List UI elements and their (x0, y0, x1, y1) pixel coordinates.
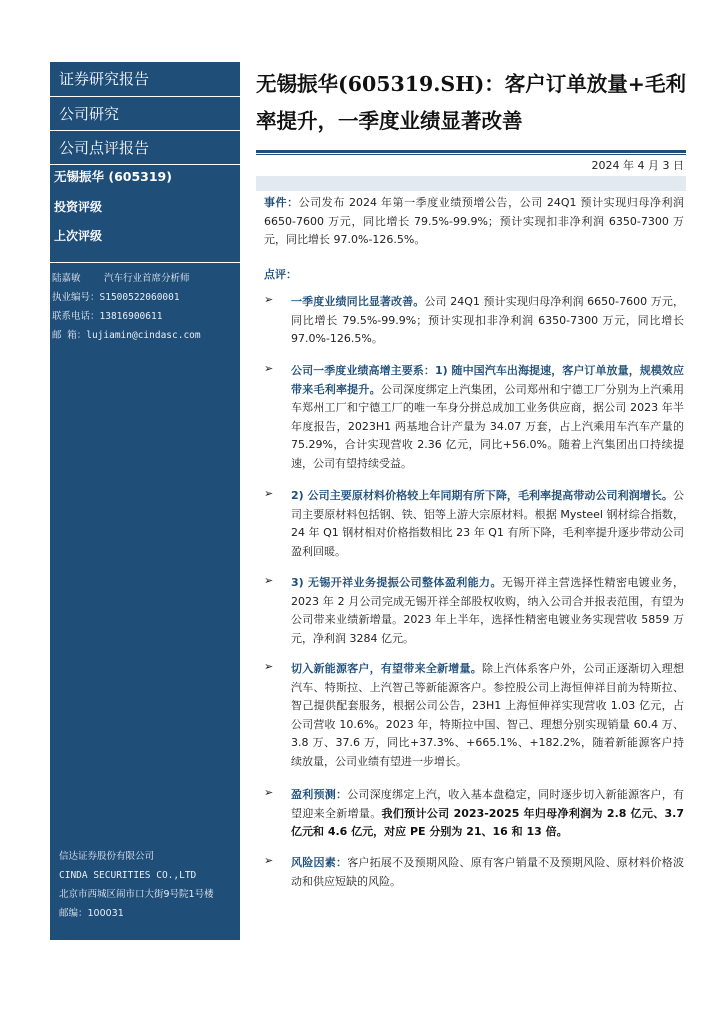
bullet-body: 公司 24Q1 预计实现归母净利润 6650-7600 万元，同比增长 79.5%-99.9%；预计实现扣非净利润 6350-7300 万元，同比增长 97.0%-126.5%。 (291, 295, 684, 345)
cert-value: S1500522060001 (99, 292, 180, 303)
firm-address: 北京市西城区闹市口大街9号院1号楼 (59, 889, 214, 900)
firm-footer (50, 847, 240, 923)
bullet-item (264, 786, 684, 842)
bullet-body: 公司深度绑定上汽，收入基本盘稳定，同时逐步切入新能源客户，有望迎来全新增量。 (291, 788, 685, 820)
arrow-bullet-icon: ➢ (264, 362, 274, 375)
bullet-head: 公司一季度业绩高增主要系：1) 随中国汽车出海提速，客户订单放量，规模效应带来毛利率提升。 (291, 364, 684, 396)
event-label: 事件： (264, 196, 299, 209)
phone-label: 联系电话： (52, 311, 100, 322)
previous-rating-label: 上次评级 (54, 229, 103, 243)
arrow-bullet-icon: ➢ (264, 854, 274, 867)
bullet-item (264, 362, 684, 473)
email-link[interactable]: lujiamin@cindasc.com (86, 330, 201, 341)
bullet-head: 3) 无锡开祥业务提振公司整体盈利能力。 (291, 576, 502, 589)
bullet-head: 2) 公司主要原材料价格较上年同期有所下降，毛利率提高带动公司利润增长。 (291, 489, 673, 502)
arrow-bullet-icon: ➢ (264, 660, 274, 673)
event-header-bar (256, 176, 686, 191)
event-paragraph (264, 194, 684, 250)
bullet-body: 客户拓展不及预期风险、原有客户销量不及预期风险、原材料价格波动和供应短缺的风险。 (291, 856, 685, 888)
bullet-body: 无锡开祥主营选择性精密电镀业务，2023 年 2 月公司完成无锡开祥全部股权收购，纳入公司合并报表范围，有望为公司带来业绩新增量。2023 年上半年，选择性精密电镀业务实现营收 5859 万元，净利润 3284 亿元。 (291, 576, 685, 645)
bullet-body: 除上汽体系客户外，公司正逐渐切入理想汽车、特斯拉、上汽智己等新能源客户。参控股公司上海恒伸祥目前为特斯拉、智己提供配套服务，根据公司公告，23H1 上海恒伸祥实现营收 1.03 亿元，占公司营收 10.6%。2023 年，特斯拉中国、智己、理想分别实现销量 60.4 万、3.8 万、37.6 万，同比+37.3%、+665.1%、+182.2%，随着新能源客户持续放量，公司业绩有望进一步增长。 (291, 662, 684, 768)
arrow-bullet-icon: ➢ (264, 786, 274, 799)
bullet-head: 盈利预测： (291, 788, 348, 801)
arrow-bullet-icon: ➢ (264, 574, 274, 587)
bullet-body: 公司深度绑定上汽集团，公司郑州和宁德工厂分别为上汽乘用车郑州工厂和宁德工厂的唯一车身分拼总成加工业务供应商，据公司 2023 年半年度报告，2023H1 两基地合计产量为 34.07 万套，占上汽乘用车汽车产量的 75.29%，合计实现营收 2.36 亿元，同比+56.0%。随着上汽集团出口持续提速，公司有望持续受益。 (291, 382, 685, 470)
comment-label: 点评： (264, 268, 297, 281)
email-label: 邮 箱： (52, 330, 87, 341)
bullet-item (264, 854, 684, 891)
category-label: 公司研究 (50, 97, 240, 131)
title-rule (256, 150, 686, 153)
bullet-item (264, 660, 684, 771)
bullet-head: 风险因素： (291, 856, 348, 869)
company-name: 无锡振华 (605319) (54, 169, 172, 184)
bullet-body: 公司主要原材料包括钢、铁、铝等上游大宗原材料。根据 Mysteel 钢材综合指数，24 年 Q1 钢材相对价格指数相比 23 年 Q1 有所下降，毛利率提升逐步带动公司盈利回暖。 (291, 489, 684, 558)
investment-rating-label: 投资评级 (54, 200, 103, 214)
firm-name-cn: 信达证券股份有限公司 (59, 851, 155, 862)
bullet-item (264, 487, 684, 561)
report-title: 无锡振华(605319.SH)：客户订单放量+毛利率提升，一季度业绩显著改善 (256, 72, 686, 133)
firm-name-en: CINDA SECURITIES CO.,LTD (59, 870, 197, 881)
bullet-head: 切入新能源客户，有望带来全新增量。 (291, 662, 482, 675)
bullet-forecast: 我们预计公司 2023-2025 年归母净利润为 2.8 亿元、3.7 亿元和 4.6 亿元，对应 PE 分别为 21、16 和 13 倍。 (291, 806, 684, 838)
bullet-item (264, 293, 684, 349)
sidebar (50, 62, 240, 940)
report-type-label: 证券研究报告 (50, 62, 240, 97)
arrow-bullet-icon: ➢ (264, 293, 274, 306)
firm-postcode: 邮编：100031 (59, 908, 124, 919)
analyst-name: 陆嘉敏 (52, 273, 81, 284)
event-text: 公司发布 2024 年第一季度业绩预增公告，公司 24Q1 预计实现归母净利润 6650-7600 万元，同比增长 79.5%-99.9%；预计实现扣非净利润 6350-7300 万元，同比增长 97.0%-126.5%。 (264, 196, 684, 246)
arrow-bullet-icon: ➢ (264, 487, 274, 500)
analyst-info (50, 263, 240, 345)
report-date: 2024 年 4 月 3 日 (591, 159, 684, 172)
bullet-item (264, 574, 684, 648)
analyst-title: 汽车行业首席分析师 (104, 273, 190, 284)
subcategory-label: 公司点评报告 (50, 131, 240, 165)
title-rule-thin (256, 154, 686, 155)
cert-label: 执业编号： (52, 292, 100, 303)
bullet-head: 一季度业绩同比显著改善。 (291, 295, 425, 308)
phone-value: 13816900611 (99, 311, 163, 322)
